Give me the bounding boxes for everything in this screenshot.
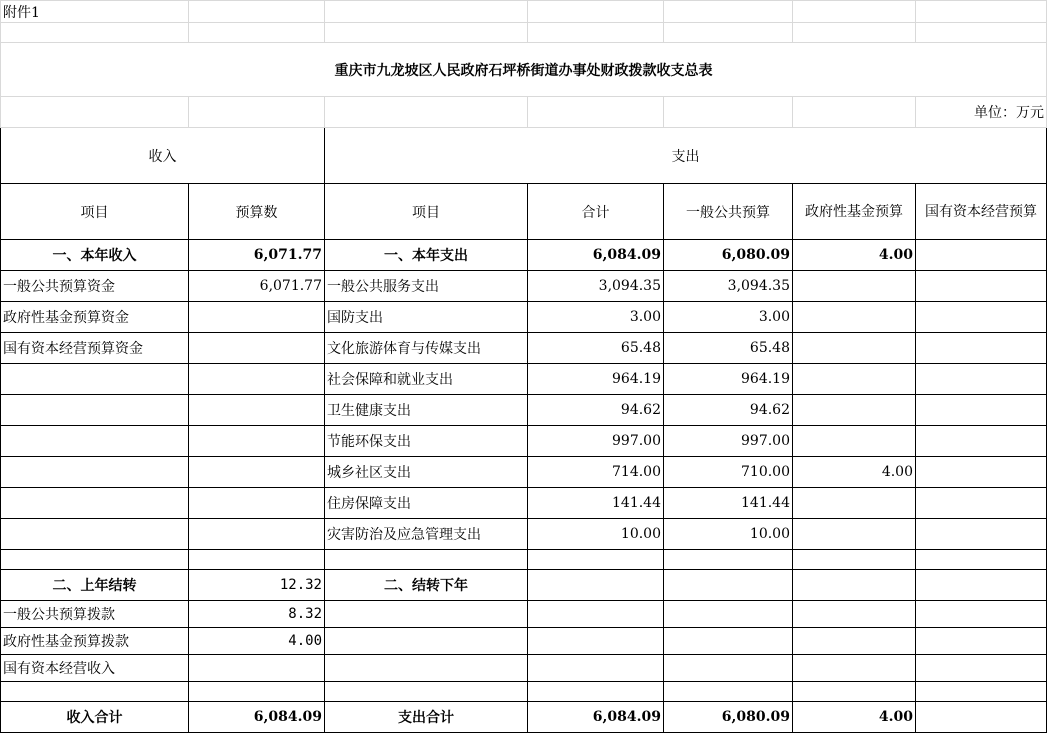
general-budget-cell xyxy=(664,601,793,628)
expense-item-cell xyxy=(325,601,528,628)
expense-total-cell: 65.48 xyxy=(528,333,664,364)
expense-total-cell: 3,094.35 xyxy=(528,271,664,302)
expense-item-cell xyxy=(325,655,528,682)
expense-item-cell xyxy=(325,628,528,655)
table-row xyxy=(1,570,1047,601)
gov-fund-budget-cell xyxy=(793,364,916,395)
state-capital-budget-cell xyxy=(916,702,1047,733)
table-row xyxy=(1,364,1047,395)
state-capital-budget-cell xyxy=(916,628,1047,655)
state-capital-budget-cell xyxy=(916,550,1047,570)
title-row xyxy=(1,43,1047,97)
expense-item-cell: 一般公共服务支出 xyxy=(325,271,528,302)
income-value-cell xyxy=(189,395,325,426)
column-header-row xyxy=(1,184,1047,240)
state-capital-budget-cell xyxy=(916,333,1047,364)
section-header-row xyxy=(1,128,1047,184)
state-capital-budget-cell xyxy=(916,364,1047,395)
general-budget-cell: 710.00 xyxy=(664,457,793,488)
table-row xyxy=(1,702,1047,733)
expense-item-cell: 节能环保支出 xyxy=(325,426,528,457)
general-budget-cell xyxy=(664,628,793,655)
income-item-cell xyxy=(1,457,189,488)
expense-total-cell: 6,084.09 xyxy=(528,702,664,733)
gov-fund-budget-cell xyxy=(793,333,916,364)
income-item-cell: 国有资本经营预算资金 xyxy=(1,333,189,364)
state-capital-budget-cell xyxy=(916,395,1047,426)
income-item-header: 项目 xyxy=(1,184,189,240)
general-budget-cell xyxy=(664,655,793,682)
expense-total-cell: 714.00 xyxy=(528,457,664,488)
income-item-cell: 一、本年收入 xyxy=(1,240,189,271)
table-row xyxy=(1,426,1047,457)
general-budget-cell: 3.00 xyxy=(664,302,793,333)
general-budget-cell: 94.62 xyxy=(664,395,793,426)
expense-item-cell: 卫生健康支出 xyxy=(325,395,528,426)
income-item-cell: 政府性基金预算拨款 xyxy=(1,628,189,655)
gov-fund-budget-cell xyxy=(793,519,916,550)
state-capital-budget-cell xyxy=(916,302,1047,333)
expense-total-cell xyxy=(528,570,664,601)
state-capital-budget-cell xyxy=(916,271,1047,302)
unit-label: 单位：万元 xyxy=(916,97,1047,128)
gov-fund-budget-cell xyxy=(793,271,916,302)
table-row xyxy=(1,550,1047,570)
general-budget-cell: 6,080.09 xyxy=(664,702,793,733)
expense-total-cell xyxy=(528,655,664,682)
income-item-cell xyxy=(1,682,189,702)
expense-total-cell xyxy=(528,601,664,628)
state-capital-budget-header: 国有资本经营预算 xyxy=(916,184,1047,240)
income-value-cell xyxy=(189,519,325,550)
expense-total-cell xyxy=(528,628,664,655)
gov-fund-budget-cell xyxy=(793,628,916,655)
general-budget-cell xyxy=(664,550,793,570)
table-row xyxy=(1,302,1047,333)
table-row xyxy=(1,488,1047,519)
gov-fund-budget-cell xyxy=(793,601,916,628)
total-header: 合计 xyxy=(528,184,664,240)
table-row xyxy=(1,655,1047,682)
gov-fund-budget-cell xyxy=(793,395,916,426)
expense-item-cell: 城乡社区支出 xyxy=(325,457,528,488)
gov-fund-budget-cell xyxy=(793,550,916,570)
gov-fund-budget-header: 政府性基金预算 xyxy=(793,184,916,240)
income-item-cell xyxy=(1,426,189,457)
expense-total-cell xyxy=(528,550,664,570)
gov-fund-budget-cell: 4.00 xyxy=(793,240,916,271)
state-capital-budget-cell xyxy=(916,457,1047,488)
income-value-cell xyxy=(189,426,325,457)
income-item-cell: 二、上年结转 xyxy=(1,570,189,601)
income-value-cell xyxy=(189,488,325,519)
income-item-cell: 一般公共预算资金 xyxy=(1,271,189,302)
income-value-cell xyxy=(189,364,325,395)
expense-total-cell: 964.19 xyxy=(528,364,664,395)
income-item-cell xyxy=(1,550,189,570)
expense-item-cell: 一、本年支出 xyxy=(325,240,528,271)
expense-total-cell: 997.00 xyxy=(528,426,664,457)
state-capital-budget-cell xyxy=(916,519,1047,550)
table-row xyxy=(1,333,1047,364)
spacer-row xyxy=(1,23,1047,43)
expense-total-cell: 3.00 xyxy=(528,302,664,333)
income-value-cell xyxy=(189,655,325,682)
gov-fund-budget-cell xyxy=(793,570,916,601)
income-header: 收入 xyxy=(1,128,325,184)
table-row xyxy=(1,628,1047,655)
expense-total-cell: 94.62 xyxy=(528,395,664,426)
state-capital-budget-cell xyxy=(916,426,1047,457)
income-item-cell: 政府性基金预算资金 xyxy=(1,302,189,333)
general-budget-cell: 141.44 xyxy=(664,488,793,519)
income-value-cell: 8.32 xyxy=(189,601,325,628)
income-item-cell xyxy=(1,364,189,395)
income-value-cell xyxy=(189,550,325,570)
state-capital-budget-cell xyxy=(916,682,1047,702)
table-row xyxy=(1,395,1047,426)
unit-row xyxy=(1,97,1047,128)
expense-header: 支出 xyxy=(325,128,1047,184)
general-budget-cell: 6,080.09 xyxy=(664,240,793,271)
state-capital-budget-cell xyxy=(916,655,1047,682)
income-value-cell: 6,071.77 xyxy=(189,240,325,271)
expense-item-cell: 文化旅游体育与传媒支出 xyxy=(325,333,528,364)
state-capital-budget-cell xyxy=(916,601,1047,628)
income-item-cell xyxy=(1,519,189,550)
gov-fund-budget-cell xyxy=(793,488,916,519)
expense-item-cell: 灾害防治及应急管理支出 xyxy=(325,519,528,550)
general-budget-cell xyxy=(664,682,793,702)
general-budget-cell: 10.00 xyxy=(664,519,793,550)
gov-fund-budget-cell xyxy=(793,302,916,333)
state-capital-budget-cell xyxy=(916,570,1047,601)
expense-item-cell: 国防支出 xyxy=(325,302,528,333)
expense-item-cell: 住房保障支出 xyxy=(325,488,528,519)
income-value-cell: 6,084.09 xyxy=(189,702,325,733)
state-capital-budget-cell xyxy=(916,240,1047,271)
income-value-cell: 12.32 xyxy=(189,570,325,601)
table-row xyxy=(1,682,1047,702)
income-item-cell: 国有资本经营收入 xyxy=(1,655,189,682)
general-budget-header: 一般公共预算 xyxy=(664,184,793,240)
income-item-cell xyxy=(1,395,189,426)
expense-item-cell: 社会保障和就业支出 xyxy=(325,364,528,395)
expense-item-header: 项目 xyxy=(325,184,528,240)
expense-total-cell xyxy=(528,682,664,702)
income-item-cell: 一般公共预算拨款 xyxy=(1,601,189,628)
income-value-cell: 6,071.77 xyxy=(189,271,325,302)
income-value-cell xyxy=(189,302,325,333)
expense-item-cell xyxy=(325,550,528,570)
general-budget-cell: 65.48 xyxy=(664,333,793,364)
budget-amount-header: 预算数 xyxy=(189,184,325,240)
general-budget-cell xyxy=(664,570,793,601)
state-capital-budget-cell xyxy=(916,488,1047,519)
table-row xyxy=(1,457,1047,488)
general-budget-cell: 3,094.35 xyxy=(664,271,793,302)
gov-fund-budget-cell: 4.00 xyxy=(793,457,916,488)
expense-total-cell: 10.00 xyxy=(528,519,664,550)
general-budget-cell: 997.00 xyxy=(664,426,793,457)
page-title: 重庆市九龙坡区人民政府石坪桥街道办事处财政拨款收支总表 xyxy=(1,43,1047,97)
income-item-cell xyxy=(1,488,189,519)
gov-fund-budget-cell xyxy=(793,655,916,682)
income-value-cell xyxy=(189,682,325,702)
expense-item-cell: 支出合计 xyxy=(325,702,528,733)
gov-fund-budget-cell xyxy=(793,682,916,702)
income-item-cell: 收入合计 xyxy=(1,702,189,733)
income-value-cell xyxy=(189,333,325,364)
gov-fund-budget-cell xyxy=(793,426,916,457)
expense-total-cell: 141.44 xyxy=(528,488,664,519)
gov-fund-budget-cell: 4.00 xyxy=(793,702,916,733)
table-row xyxy=(1,240,1047,271)
table-row xyxy=(1,271,1047,302)
table-row xyxy=(1,519,1047,550)
general-budget-cell: 964.19 xyxy=(664,364,793,395)
attachment-row xyxy=(1,1,1047,23)
expense-item-cell: 二、结转下年 xyxy=(325,570,528,601)
table-row xyxy=(1,601,1047,628)
attachment-label: 附件1 xyxy=(1,1,189,23)
expense-total-cell: 6,084.09 xyxy=(528,240,664,271)
income-value-cell xyxy=(189,457,325,488)
expense-item-cell xyxy=(325,682,528,702)
income-value-cell: 4.00 xyxy=(189,628,325,655)
